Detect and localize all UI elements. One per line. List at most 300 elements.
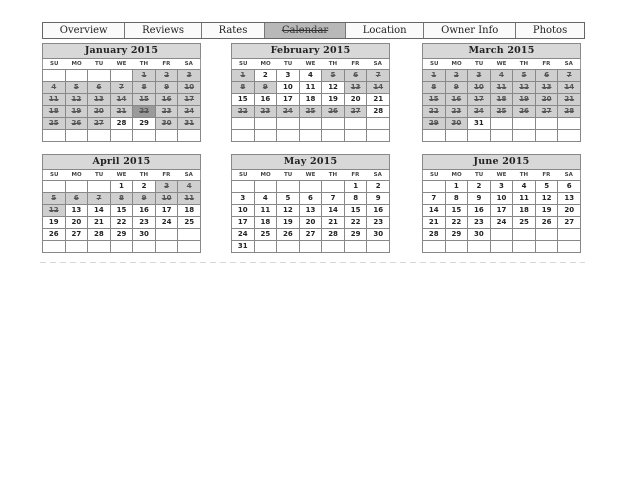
weekday-label: TU bbox=[283, 172, 293, 178]
day-cell-available[interactable] bbox=[513, 193, 536, 205]
weekday-label: MO bbox=[71, 172, 82, 178]
day-cell-booked[interactable] bbox=[491, 70, 514, 82]
day-cell-booked[interactable] bbox=[133, 82, 156, 94]
day-number: 22 bbox=[350, 218, 361, 226]
day-cell-available[interactable] bbox=[66, 229, 89, 241]
day-number: 12 bbox=[328, 83, 338, 91]
day-cell-empty bbox=[345, 241, 368, 253]
day-cell-empty bbox=[491, 130, 514, 142]
day-cell-available[interactable] bbox=[111, 181, 134, 193]
day-cell-available[interactable] bbox=[423, 205, 446, 217]
day-cell-booked[interactable] bbox=[178, 94, 201, 106]
day-number: 4 bbox=[308, 71, 313, 79]
day-cell-booked[interactable] bbox=[536, 106, 559, 118]
day-cell-booked[interactable] bbox=[491, 94, 514, 106]
day-cell-available[interactable] bbox=[255, 217, 278, 229]
day-cell-available[interactable] bbox=[446, 193, 469, 205]
day-number: 16 bbox=[139, 206, 149, 214]
day-cell-empty bbox=[43, 241, 66, 253]
day-cell-booked[interactable] bbox=[178, 70, 201, 82]
day-number: 10 bbox=[184, 83, 195, 91]
day-number: 25 bbox=[519, 218, 529, 226]
tab-overview[interactable]: Overview bbox=[43, 23, 125, 38]
day-cell-available[interactable] bbox=[88, 217, 111, 229]
day-cell-booked[interactable] bbox=[491, 106, 514, 118]
day-cell-booked[interactable] bbox=[423, 94, 446, 106]
day-cell-booked[interactable] bbox=[322, 106, 345, 118]
day-cell-available[interactable] bbox=[133, 229, 156, 241]
day-cell-booked[interactable] bbox=[43, 118, 66, 130]
tab-bar bbox=[42, 22, 585, 39]
day-cell-booked[interactable] bbox=[558, 94, 581, 106]
day-cell-available[interactable] bbox=[232, 94, 255, 106]
day-cell-empty bbox=[491, 229, 514, 241]
day-number: 3 bbox=[164, 182, 170, 190]
day-cell-empty bbox=[536, 118, 559, 130]
day-cell-available[interactable] bbox=[446, 205, 469, 217]
day-cell-available[interactable] bbox=[558, 205, 581, 217]
day-cell-available[interactable] bbox=[468, 181, 491, 193]
day-cell-booked[interactable] bbox=[88, 94, 111, 106]
day-number: 20 bbox=[564, 206, 575, 214]
day-cell-booked[interactable] bbox=[513, 94, 536, 106]
calendar-title: April 2015 bbox=[42, 154, 201, 170]
day-cell-booked[interactable] bbox=[178, 82, 201, 94]
day-cell-available[interactable] bbox=[277, 193, 300, 205]
day-cell-available[interactable] bbox=[345, 181, 368, 193]
day-cell-booked[interactable] bbox=[558, 82, 581, 94]
day-cell-available[interactable] bbox=[88, 229, 111, 241]
day-cell-available[interactable] bbox=[367, 106, 390, 118]
day-cell-empty bbox=[513, 130, 536, 142]
day-number: 6 bbox=[353, 71, 359, 79]
day-cell-available[interactable] bbox=[111, 118, 134, 130]
day-cell-available[interactable] bbox=[300, 70, 323, 82]
day-number: 23 bbox=[451, 107, 462, 115]
day-number: 11 bbox=[184, 194, 195, 202]
day-cell-available[interactable] bbox=[536, 193, 559, 205]
day-number: 6 bbox=[96, 83, 102, 91]
day-cell-available[interactable] bbox=[423, 193, 446, 205]
day-cell-empty bbox=[300, 181, 323, 193]
day-cell-available[interactable] bbox=[300, 193, 323, 205]
day-cell-available[interactable] bbox=[300, 217, 323, 229]
day-cell-booked[interactable] bbox=[468, 106, 491, 118]
day-cell-available[interactable] bbox=[536, 205, 559, 217]
day-cell-booked[interactable] bbox=[446, 118, 469, 130]
day-cell-available[interactable] bbox=[255, 205, 278, 217]
day-cell-available[interactable] bbox=[133, 118, 156, 130]
day-number: 4 bbox=[262, 194, 268, 202]
day-cell-booked[interactable] bbox=[156, 70, 179, 82]
day-number: 25 bbox=[260, 230, 271, 238]
day-cell-available[interactable] bbox=[111, 217, 134, 229]
day-cell-booked[interactable] bbox=[66, 82, 89, 94]
day-cell-available[interactable] bbox=[156, 217, 179, 229]
day-cell-booked[interactable] bbox=[468, 82, 491, 94]
day-cell-empty bbox=[88, 130, 111, 142]
day-cell-available[interactable] bbox=[322, 205, 345, 217]
day-number: 2 bbox=[262, 71, 268, 79]
day-cell-booked[interactable] bbox=[423, 106, 446, 118]
day-cell-empty bbox=[277, 241, 300, 253]
day-cell-available[interactable] bbox=[345, 94, 368, 106]
day-cell-available[interactable] bbox=[367, 193, 390, 205]
day-number: 11 bbox=[260, 206, 271, 214]
day-cell-empty bbox=[66, 130, 89, 142]
day-cell-available[interactable] bbox=[232, 241, 255, 253]
day-number: 26 bbox=[541, 218, 552, 226]
day-cell-available[interactable] bbox=[491, 205, 514, 217]
day-cell-booked[interactable] bbox=[133, 70, 156, 82]
day-cell-booked[interactable] bbox=[513, 82, 536, 94]
tab-owner-info[interactable]: Owner Info bbox=[424, 23, 516, 38]
day-cell-booked[interactable] bbox=[156, 94, 179, 106]
day-cell-empty bbox=[277, 118, 300, 130]
day-cell-booked[interactable] bbox=[111, 94, 134, 106]
tab-calendar[interactable]: Calendar bbox=[265, 23, 346, 38]
day-cell-available[interactable] bbox=[66, 217, 89, 229]
day-number: 16 bbox=[373, 206, 384, 214]
day-cell-booked[interactable] bbox=[446, 70, 469, 82]
day-cell-empty bbox=[255, 181, 278, 193]
day-cell-booked[interactable] bbox=[43, 193, 66, 205]
day-cell-available[interactable] bbox=[178, 217, 201, 229]
day-number: 5 bbox=[51, 194, 57, 202]
day-cell-available[interactable] bbox=[558, 193, 581, 205]
day-number: 18 bbox=[496, 95, 507, 103]
day-cell-available[interactable] bbox=[133, 181, 156, 193]
day-cell-booked[interactable] bbox=[43, 82, 66, 94]
day-cell-empty bbox=[536, 229, 559, 241]
calendar-grid bbox=[422, 69, 581, 142]
day-number: 10 bbox=[237, 206, 248, 214]
day-cell-available[interactable] bbox=[536, 217, 559, 229]
day-number: 12 bbox=[541, 194, 552, 202]
day-cell-booked[interactable] bbox=[88, 193, 111, 205]
day-cell-available[interactable] bbox=[322, 229, 345, 241]
day-cell-available[interactable] bbox=[536, 181, 559, 193]
day-cell-booked[interactable] bbox=[178, 118, 201, 130]
day-cell-available[interactable] bbox=[513, 217, 536, 229]
weekday-label: FR bbox=[351, 172, 360, 178]
day-cell-available[interactable] bbox=[345, 205, 368, 217]
day-cell-booked[interactable] bbox=[536, 70, 559, 82]
day-cell-empty bbox=[300, 130, 323, 142]
day-cell-available[interactable] bbox=[277, 70, 300, 82]
calendar-april-2015 bbox=[42, 154, 201, 253]
day-cell-booked[interactable] bbox=[133, 106, 156, 118]
day-number: 11 bbox=[305, 83, 316, 91]
day-cell-available[interactable] bbox=[277, 229, 300, 241]
day-cell-booked[interactable] bbox=[513, 70, 536, 82]
day-cell-booked[interactable] bbox=[88, 118, 111, 130]
tab-location[interactable]: Location bbox=[346, 23, 424, 38]
day-number: 14 bbox=[373, 83, 384, 91]
day-cell-empty bbox=[468, 241, 491, 253]
day-cell-available[interactable] bbox=[468, 205, 491, 217]
day-number: 17 bbox=[496, 206, 507, 214]
day-cell-empty bbox=[156, 241, 179, 253]
day-cell-available[interactable] bbox=[277, 94, 300, 106]
day-cell-booked[interactable] bbox=[446, 106, 469, 118]
day-cell-available[interactable] bbox=[255, 94, 278, 106]
day-cell-available[interactable] bbox=[277, 217, 300, 229]
day-cell-booked[interactable] bbox=[156, 181, 179, 193]
day-cell-available[interactable] bbox=[513, 181, 536, 193]
day-number: 26 bbox=[519, 107, 529, 115]
day-cell-booked[interactable] bbox=[88, 82, 111, 94]
weekday-header bbox=[422, 59, 581, 69]
day-cell-booked[interactable] bbox=[156, 106, 179, 118]
day-cell-booked[interactable] bbox=[513, 106, 536, 118]
day-cell-available[interactable] bbox=[446, 181, 469, 193]
day-cell-booked[interactable] bbox=[423, 70, 446, 82]
day-cell-empty bbox=[367, 130, 390, 142]
day-cell-booked[interactable] bbox=[156, 118, 179, 130]
day-cell-available[interactable] bbox=[133, 205, 156, 217]
weekday-label: TH bbox=[519, 172, 529, 178]
day-cell-booked[interactable] bbox=[232, 82, 255, 94]
day-number: 17 bbox=[161, 206, 172, 214]
day-number: 6 bbox=[566, 182, 572, 190]
day-number: 9 bbox=[453, 83, 459, 91]
day-cell-empty bbox=[322, 181, 345, 193]
day-cell-booked[interactable] bbox=[536, 82, 559, 94]
day-cell-available[interactable] bbox=[133, 217, 156, 229]
day-cell-booked[interactable] bbox=[423, 82, 446, 94]
calendar-february-2015 bbox=[231, 43, 390, 142]
weekday-label: MO bbox=[71, 61, 82, 67]
day-cell-booked[interactable] bbox=[322, 70, 345, 82]
weekday-label: FR bbox=[542, 61, 551, 67]
weekday-label: FR bbox=[351, 61, 360, 67]
day-cell-booked[interactable] bbox=[446, 82, 469, 94]
day-cell-available[interactable] bbox=[468, 193, 491, 205]
day-cell-available[interactable] bbox=[491, 181, 514, 193]
day-cell-empty bbox=[536, 130, 559, 142]
weekday-label: TU bbox=[474, 172, 484, 178]
day-cell-available[interactable] bbox=[491, 217, 514, 229]
day-cell-booked[interactable] bbox=[232, 106, 255, 118]
day-cell-available[interactable] bbox=[446, 217, 469, 229]
day-number: 2 bbox=[375, 182, 381, 190]
day-cell-booked[interactable] bbox=[468, 94, 491, 106]
weekday-label: FR bbox=[162, 61, 171, 67]
weekday-label: WE bbox=[496, 172, 507, 178]
calendar-grid bbox=[231, 180, 390, 253]
day-cell-booked[interactable] bbox=[558, 70, 581, 82]
day-number: 11 bbox=[519, 194, 529, 202]
day-cell-booked[interactable] bbox=[367, 82, 390, 94]
day-cell-available[interactable] bbox=[367, 217, 390, 229]
day-number: 1 bbox=[453, 182, 459, 190]
day-cell-booked[interactable] bbox=[558, 106, 581, 118]
day-cell-available[interactable] bbox=[345, 217, 368, 229]
day-cell-booked[interactable] bbox=[111, 106, 134, 118]
day-cell-booked[interactable] bbox=[345, 106, 368, 118]
day-cell-booked[interactable] bbox=[111, 82, 134, 94]
day-cell-empty bbox=[178, 130, 201, 142]
day-cell-booked[interactable] bbox=[277, 106, 300, 118]
day-number: 13 bbox=[94, 95, 104, 103]
day-cell-available[interactable] bbox=[178, 205, 201, 217]
day-cell-available[interactable] bbox=[423, 229, 446, 241]
day-number: 3 bbox=[476, 71, 482, 79]
day-cell-available[interactable] bbox=[513, 205, 536, 217]
day-cell-available[interactable] bbox=[367, 94, 390, 106]
day-cell-booked[interactable] bbox=[66, 106, 89, 118]
day-cell-booked[interactable] bbox=[178, 181, 201, 193]
day-cell-available[interactable] bbox=[367, 229, 390, 241]
day-cell-booked[interactable] bbox=[178, 193, 201, 205]
day-number: 8 bbox=[240, 83, 246, 91]
day-cell-empty bbox=[491, 118, 514, 130]
day-cell-booked[interactable] bbox=[536, 94, 559, 106]
day-cell-booked[interactable] bbox=[111, 193, 134, 205]
day-cell-available[interactable] bbox=[43, 229, 66, 241]
day-number: 24 bbox=[184, 107, 195, 115]
day-cell-available[interactable] bbox=[277, 205, 300, 217]
day-number: 25 bbox=[184, 218, 195, 226]
day-cell-available[interactable] bbox=[111, 205, 134, 217]
day-number: 20 bbox=[71, 218, 82, 226]
day-cell-available[interactable] bbox=[558, 181, 581, 193]
day-number: 22 bbox=[428, 107, 439, 115]
day-cell-available[interactable] bbox=[345, 193, 368, 205]
day-cell-booked[interactable] bbox=[43, 106, 66, 118]
day-cell-empty bbox=[88, 181, 111, 193]
day-cell-available[interactable] bbox=[468, 229, 491, 241]
tab-reviews[interactable]: Reviews bbox=[125, 23, 201, 38]
weekday-label: WE bbox=[116, 61, 127, 67]
day-cell-available[interactable] bbox=[255, 229, 278, 241]
day-cell-booked[interactable] bbox=[491, 82, 514, 94]
weekday-header bbox=[422, 170, 581, 180]
day-cell-booked[interactable] bbox=[43, 205, 66, 217]
day-cell-available[interactable] bbox=[300, 82, 323, 94]
day-cell-booked[interactable] bbox=[156, 82, 179, 94]
day-cell-booked[interactable] bbox=[133, 193, 156, 205]
day-number: 11 bbox=[496, 83, 507, 91]
day-cell-available[interactable] bbox=[232, 229, 255, 241]
day-number: 15 bbox=[139, 95, 149, 103]
day-cell-available[interactable] bbox=[468, 118, 491, 130]
weekday-label: TH bbox=[139, 61, 149, 67]
weekday-label: WE bbox=[305, 61, 316, 67]
day-cell-available[interactable] bbox=[232, 217, 255, 229]
weekday-label: TH bbox=[328, 61, 338, 67]
day-cell-available[interactable] bbox=[446, 229, 469, 241]
day-cell-available[interactable] bbox=[367, 181, 390, 193]
day-cell-available[interactable] bbox=[232, 205, 255, 217]
day-cell-available[interactable] bbox=[111, 229, 134, 241]
day-cell-available[interactable] bbox=[156, 205, 179, 217]
day-cell-available[interactable] bbox=[468, 217, 491, 229]
day-cell-empty bbox=[66, 181, 89, 193]
tab-photos[interactable]: Photos bbox=[532, 25, 568, 36]
day-cell-booked[interactable] bbox=[345, 70, 368, 82]
day-number: 18 bbox=[260, 218, 271, 226]
day-number: 4 bbox=[521, 182, 527, 190]
weekday-label: MO bbox=[451, 172, 462, 178]
day-cell-empty bbox=[513, 229, 536, 241]
day-cell-booked[interactable] bbox=[66, 118, 89, 130]
day-cell-booked[interactable] bbox=[133, 94, 156, 106]
day-cell-empty bbox=[178, 229, 201, 241]
day-cell-available[interactable] bbox=[322, 82, 345, 94]
day-cell-available[interactable] bbox=[367, 205, 390, 217]
day-cell-empty bbox=[423, 181, 446, 193]
day-cell-booked[interactable] bbox=[66, 193, 89, 205]
day-cell-available[interactable] bbox=[66, 205, 89, 217]
day-number: 3 bbox=[285, 71, 291, 79]
day-cell-available[interactable] bbox=[232, 193, 255, 205]
day-cell-booked[interactable] bbox=[345, 82, 368, 94]
day-number: 19 bbox=[328, 95, 338, 103]
day-cell-booked[interactable] bbox=[446, 94, 469, 106]
calendar-title: March 2015 bbox=[422, 43, 581, 59]
day-cell-booked[interactable] bbox=[300, 106, 323, 118]
day-cell-available[interactable] bbox=[322, 193, 345, 205]
day-number: 21 bbox=[328, 218, 338, 226]
day-cell-booked[interactable] bbox=[423, 118, 446, 130]
day-cell-available[interactable] bbox=[43, 217, 66, 229]
day-cell-available[interactable] bbox=[423, 217, 446, 229]
day-number: 18 bbox=[48, 107, 59, 115]
day-cell-available[interactable] bbox=[277, 82, 300, 94]
day-cell-available[interactable] bbox=[88, 205, 111, 217]
day-number: 8 bbox=[119, 194, 124, 202]
day-number: 9 bbox=[141, 194, 147, 202]
day-cell-available[interactable] bbox=[558, 217, 581, 229]
day-number: 4 bbox=[499, 71, 504, 79]
day-cell-available[interactable] bbox=[322, 217, 345, 229]
day-cell-booked[interactable] bbox=[66, 94, 89, 106]
day-number: 24 bbox=[237, 230, 248, 238]
day-cell-available[interactable] bbox=[491, 193, 514, 205]
day-cell-booked[interactable] bbox=[255, 106, 278, 118]
day-cell-empty bbox=[133, 241, 156, 253]
day-cell-booked[interactable] bbox=[468, 70, 491, 82]
day-cell-booked[interactable] bbox=[367, 70, 390, 82]
tab-rates[interactable]: Rates bbox=[202, 23, 265, 38]
day-cell-available[interactable] bbox=[322, 94, 345, 106]
day-cell-available[interactable] bbox=[255, 193, 278, 205]
weekday-label: SU bbox=[429, 61, 439, 67]
day-cell-booked[interactable] bbox=[255, 82, 278, 94]
day-cell-available[interactable] bbox=[300, 229, 323, 241]
day-cell-booked[interactable] bbox=[232, 70, 255, 82]
day-cell-available[interactable] bbox=[345, 229, 368, 241]
day-number: 18 bbox=[305, 95, 316, 103]
day-cell-booked[interactable] bbox=[178, 106, 201, 118]
day-cell-available[interactable] bbox=[300, 94, 323, 106]
day-cell-booked[interactable] bbox=[156, 193, 179, 205]
weekday-label: TH bbox=[328, 172, 338, 178]
day-number: 20 bbox=[350, 95, 361, 103]
day-number: 29 bbox=[116, 230, 127, 238]
day-cell-available[interactable] bbox=[300, 205, 323, 217]
day-number: 27 bbox=[71, 230, 82, 238]
day-cell-booked[interactable] bbox=[88, 106, 111, 118]
day-cell-available[interactable] bbox=[255, 70, 278, 82]
day-number: 25 bbox=[48, 119, 59, 127]
calendar-grid bbox=[42, 69, 201, 142]
calendar-grid bbox=[422, 180, 581, 253]
day-cell-booked[interactable] bbox=[43, 94, 66, 106]
day-number: 23 bbox=[373, 218, 384, 226]
